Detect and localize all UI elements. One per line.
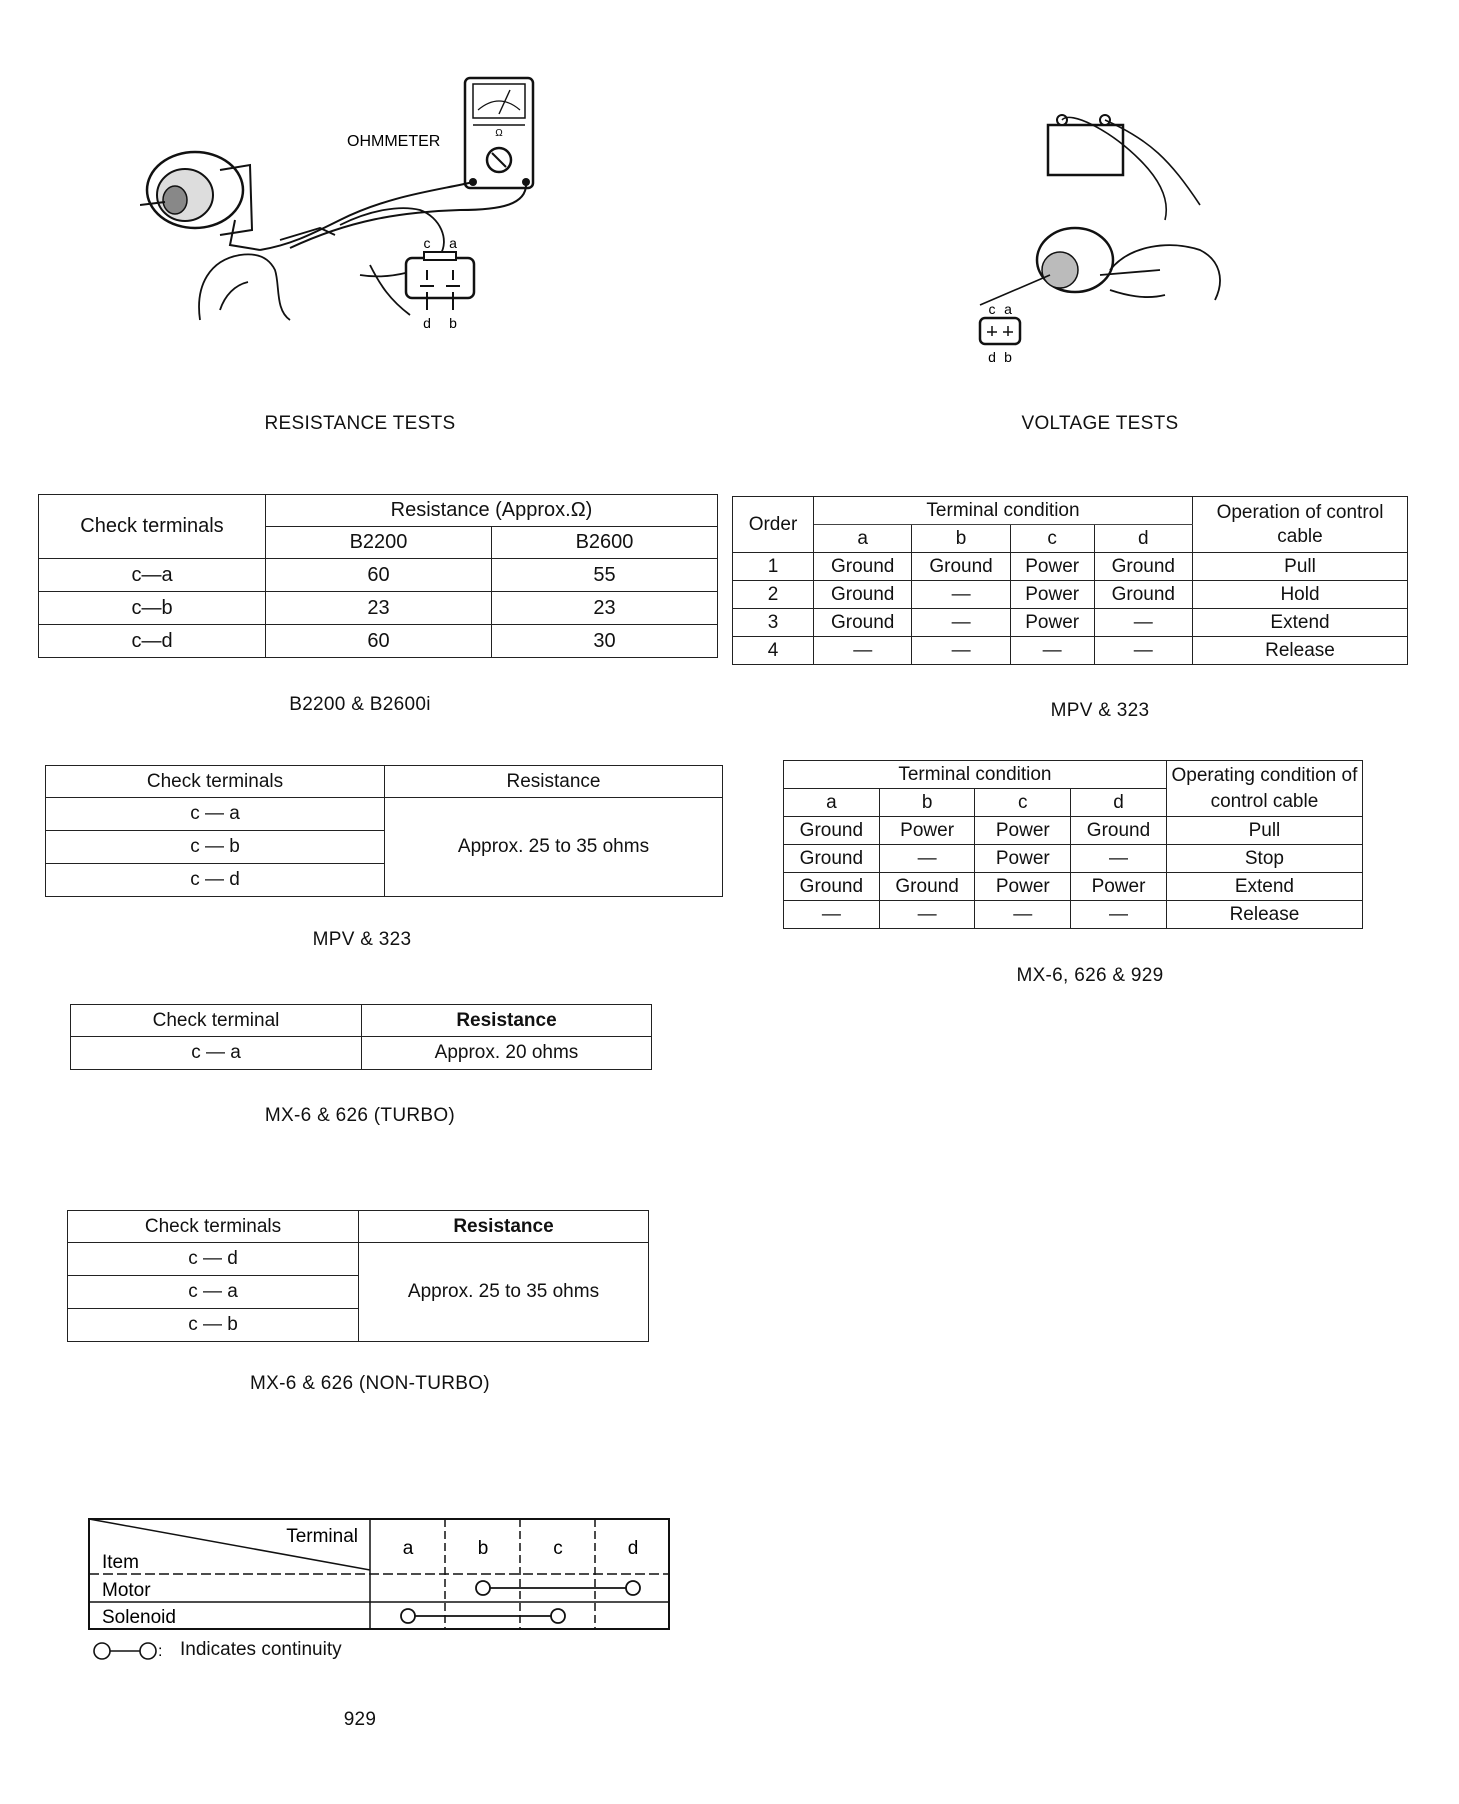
col-d: d [1094,525,1192,553]
actuator-icon [980,228,1113,305]
header-check-terminals: Check terminals [39,495,266,559]
col-d: d [627,1538,639,1559]
connector-label-d: d [423,315,431,331]
svg-text::: : [158,1643,163,1660]
terminals-cell: c — d [68,1243,359,1276]
terminals-cell: c—d [39,625,266,658]
table-row [733,637,1408,665]
header-terminal-condition: Terminal condition [784,761,1167,789]
resistance-test-illustration [140,70,590,380]
b2200-value: 60 [266,625,492,658]
continuity-legend [90,1638,450,1664]
mpv-resistance-caption: MPV & 323 [312,929,412,950]
table-row [733,553,1408,581]
header-operating-condition: Operating condition of control cable [1166,761,1362,817]
terminal-c-cell: Power [975,817,1071,845]
voltage-test-figure [960,100,1240,380]
col-b: b [879,789,975,817]
hand-icon [1100,245,1220,300]
mx6-voltage-caption: MX-6, 626 & 929 [1016,965,1164,986]
order-cell: 3 [733,609,814,637]
connector-icon [980,318,1020,344]
header-resistance: Resistance [385,766,723,798]
terminal-c-cell: Power [975,845,1071,873]
terminal-d-cell: Ground [1094,581,1192,609]
terminal-c-cell: Power [1010,553,1094,581]
terminal-c-cell: Power [1010,581,1094,609]
col-c: c [1010,525,1094,553]
header-terminal-condition: Terminal condition [814,497,1193,525]
continuity-legend-text: Indicates continuity [180,1639,342,1660]
table-row [46,798,723,831]
terminal-b-cell: — [879,901,975,929]
operation-cell: Hold [1193,581,1408,609]
table-row [39,625,718,658]
terminal-a-cell: Ground [784,873,880,901]
header-b2600: B2600 [491,527,717,559]
terminals-cell: c—a [39,559,266,592]
continuity-table [88,1518,670,1630]
terminal-d-cell: — [1071,845,1167,873]
table-row [733,581,1408,609]
b2200-resistance-table [38,494,718,658]
terminals-cell: c — b [68,1309,359,1342]
row-label-solenoid: Solenoid [102,1607,176,1628]
table-row [784,845,1363,873]
nonturbo-resistance-table [67,1210,649,1342]
header-b2200: B2200 [266,527,492,559]
terminal-b-cell: — [912,637,1010,665]
ohmmeter-label: OHMMETER [347,133,441,150]
terminal-d-cell: Ground [1094,553,1192,581]
table-row [784,901,1363,929]
row-label-motor: Motor [102,1580,151,1601]
col-b: b [912,525,1010,553]
header-check-terminals: Check terminals [68,1211,359,1243]
connector-label-b: b [1004,349,1012,365]
connector-label-a: a [449,235,457,251]
col-a: a [814,525,912,553]
page-caption-929: 929 [343,1709,377,1730]
b2600-value: 55 [491,559,717,592]
continuity-node [626,1581,640,1595]
terminal-c-cell: — [1010,637,1094,665]
connector-icon [406,252,474,310]
mpv-voltage-caption: MPV & 323 [1050,700,1150,721]
b2600-value: 30 [491,625,717,658]
nonturbo-caption: MX-6 & 626 (NON-TURBO) [250,1373,490,1394]
terminal-b-cell: — [912,609,1010,637]
operation-cell: Pull [1193,553,1408,581]
operation-cell: Release [1166,901,1362,929]
col-d: d [1071,789,1167,817]
mx6-voltage-table [783,760,1363,929]
terminal-b-cell: Ground [879,873,975,901]
terminal-a-cell: Ground [814,581,912,609]
terminal-d-cell: — [1071,901,1167,929]
b2600-value: 23 [491,592,717,625]
b2200-caption: B2200 & B2600i [289,694,431,715]
header-check-terminals: Check terminals [46,766,385,798]
b2200-value: 23 [266,592,492,625]
operation-cell: Extend [1193,609,1408,637]
header-operation: Operation of control cable [1193,497,1408,553]
mpv-resistance-table [45,765,723,897]
terminal-c-cell: Power [1010,609,1094,637]
terminal-d-cell: — [1094,637,1192,665]
resistance-value: Approx. 20 ohms [362,1037,652,1070]
resistance-value: Approx. 25 to 35 ohms [385,798,723,897]
turbo-resistance-table [70,1004,652,1070]
terminal-d-cell: — [1094,609,1192,637]
operation-cell: Pull [1166,817,1362,845]
connector-label-b: b [449,315,457,331]
terminals-cell: c — a [71,1037,362,1070]
continuity-node [401,1609,415,1623]
terminal-d-cell: Power [1071,873,1167,901]
table-row [39,559,718,592]
col-b: b [477,1538,489,1559]
table-row [39,592,718,625]
terminal-b-cell: Power [879,817,975,845]
table-row [784,873,1363,901]
terminal-b-cell: — [879,845,975,873]
continuity-chart [88,1518,670,1630]
connector-label-d: d [988,349,996,365]
actuator-icon [140,152,260,250]
resistance-tests-caption: RESISTANCE TESTS [264,413,456,434]
connector-label-a: a [1004,301,1012,317]
header-resistance: Resistance [359,1211,649,1243]
terminal-b-cell: — [912,581,1010,609]
terminals-cell: c — a [68,1276,359,1309]
header-resistance: Resistance (Approx.Ω) [266,495,718,527]
header-check-terminal: Check terminal [71,1005,362,1037]
operation-cell: Stop [1166,845,1362,873]
col-c: c [553,1538,563,1559]
header-terminal: Terminal [286,1526,358,1547]
continuity-node [551,1609,565,1623]
connector-label-c: c [988,301,996,317]
terminal-a-cell: — [784,901,880,929]
terminals-cell: c—b [39,592,266,625]
order-cell: 4 [733,637,814,665]
terminal-d-cell: Ground [1071,817,1167,845]
connector-label-c: c [423,235,431,251]
table-row [68,1243,649,1276]
table-row [71,1037,652,1070]
resistance-test-figure [140,70,590,380]
meter-symbol: Ω [495,128,503,139]
continuity-node [476,1581,490,1595]
resistance-value: Approx. 25 to 35 ohms [359,1243,649,1342]
battery-icon [1048,115,1123,175]
col-a: a [784,789,880,817]
continuity-symbol-icon [90,1638,170,1664]
terminal-a-cell: — [814,637,912,665]
turbo-caption: MX-6 & 626 (TURBO) [264,1105,456,1126]
col-a: a [402,1538,414,1559]
terminals-cell: c — d [46,864,385,897]
voltage-test-illustration [960,100,1240,380]
table-row [784,817,1363,845]
terminals-cell: c — a [46,798,385,831]
header-resistance: Resistance [362,1005,652,1037]
voltage-tests-caption: VOLTAGE TESTS [1021,413,1179,434]
terminal-b-cell: Ground [912,553,1010,581]
header-item: Item [102,1552,139,1573]
operation-cell: Extend [1166,873,1362,901]
terminal-c-cell: Power [975,873,1071,901]
terminal-a-cell: Ground [784,845,880,873]
terminal-a-cell: Ground [814,553,912,581]
terminals-cell: c — b [46,831,385,864]
col-c: c [975,789,1071,817]
terminal-a-cell: Ground [784,817,880,845]
order-cell: 2 [733,581,814,609]
terminal-a-cell: Ground [814,609,912,637]
header-order: Order [733,497,814,553]
mpv-voltage-table [732,496,1408,665]
order-cell: 1 [733,553,814,581]
b2200-value: 60 [266,559,492,592]
table-row [733,609,1408,637]
operation-cell: Release [1193,637,1408,665]
terminal-c-cell: — [975,901,1071,929]
